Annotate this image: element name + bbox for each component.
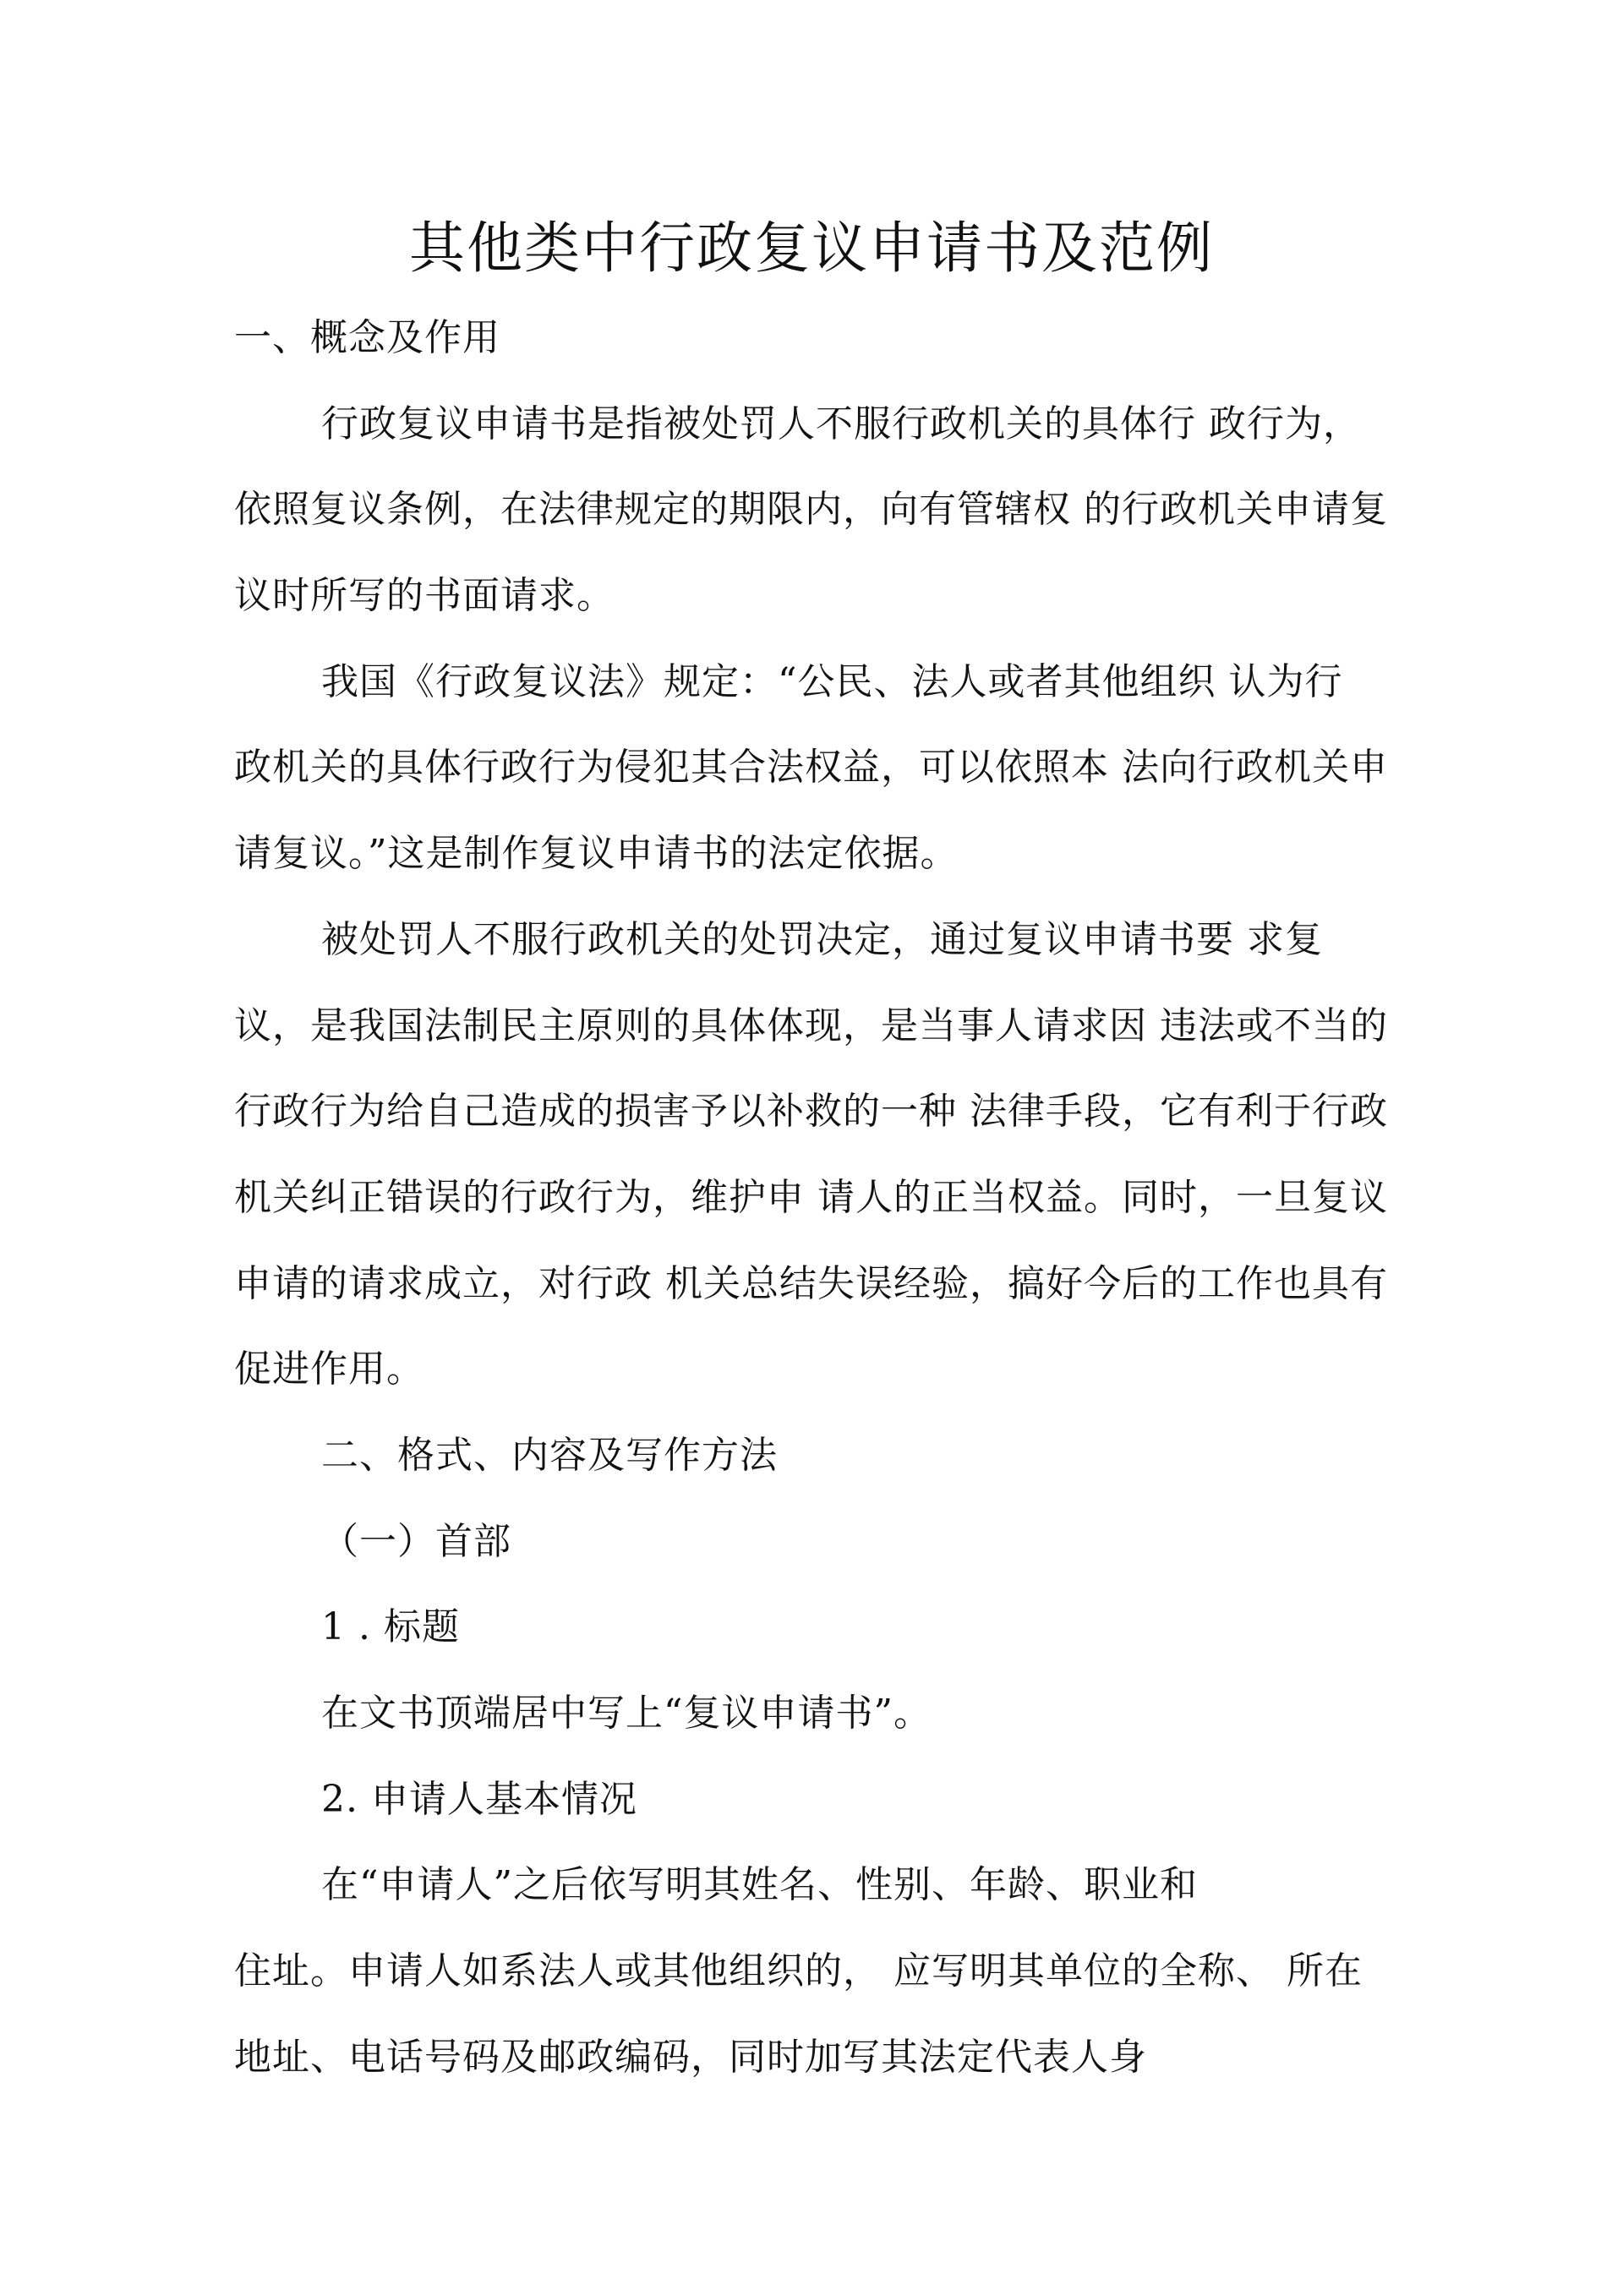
paragraph-line: 地址、电话号码及邮政编码，同时加写其法定代表人身 xyxy=(234,2036,1147,2079)
subsection-heading-header: （一）首部 xyxy=(321,1520,511,1563)
item-heading-title: 1 . 标题 xyxy=(321,1605,460,1648)
paragraph-line: 我国《行政复议法》规定：“公民、法人或者其他组织 认为行 xyxy=(321,660,1343,703)
paragraph-line: 行政复议申请书是指被处罚人不服行政机关的具体行 政行为， xyxy=(321,402,1361,446)
paragraph-line: 行政行为给自己造成的损害予以补救的一种 法律手段，它有利于行政 xyxy=(234,1090,1388,1133)
paragraph-line: 被处罚人不服行政机关的处罚决定，通过复议申请书要 求复 xyxy=(321,918,1323,961)
section-heading-format: 二、格式、内容及写作方法 xyxy=(321,1434,778,1477)
paragraph-line: 依照复议条例，在法律规定的期限内，向有管辖权 的行政机关申请复 xyxy=(234,488,1388,531)
paragraph-line: 议，是我国法制民主原则的具体体现，是当事人请求因 违法或不当的 xyxy=(234,1004,1388,1047)
paragraph-line: 在文书顶端居中写上“复议申请书”。 xyxy=(321,1692,932,1735)
paragraph-line: 政机关的具体行政行为侵犯其合法权益，可以依照本 法向行政机关申 xyxy=(234,746,1388,789)
item-heading-applicant: 2. 申请人基本情况 xyxy=(321,1778,637,1821)
paragraph-line: 申请的请求成立，对行政 机关总结失误经验，搞好今后的工作也具有 xyxy=(234,1262,1388,1305)
paragraph-line: 住址。申请人如系法人或其他组织的， 应写明其单位的全称、 所在 xyxy=(234,1949,1363,1993)
paragraph-line: 机关纠正错误的行政行为，维护申 请人的正当权益。同时，一旦复议 xyxy=(234,1176,1388,1219)
document-title: 其他类中行政复议申请书及范例 xyxy=(409,216,1214,281)
paragraph-line: 请复议。”这是制作复议申请书的法定依据。 xyxy=(234,832,959,875)
paragraph-line: 议时所写的书面请求。 xyxy=(234,574,615,617)
paragraph-line: 促进作用。 xyxy=(234,1348,424,1391)
section-heading-concept: 一、概念及作用 xyxy=(234,316,500,359)
paragraph-line: 在“申请人”之后依写明其姓名、性别、年龄、职业和 xyxy=(321,1863,1198,1906)
